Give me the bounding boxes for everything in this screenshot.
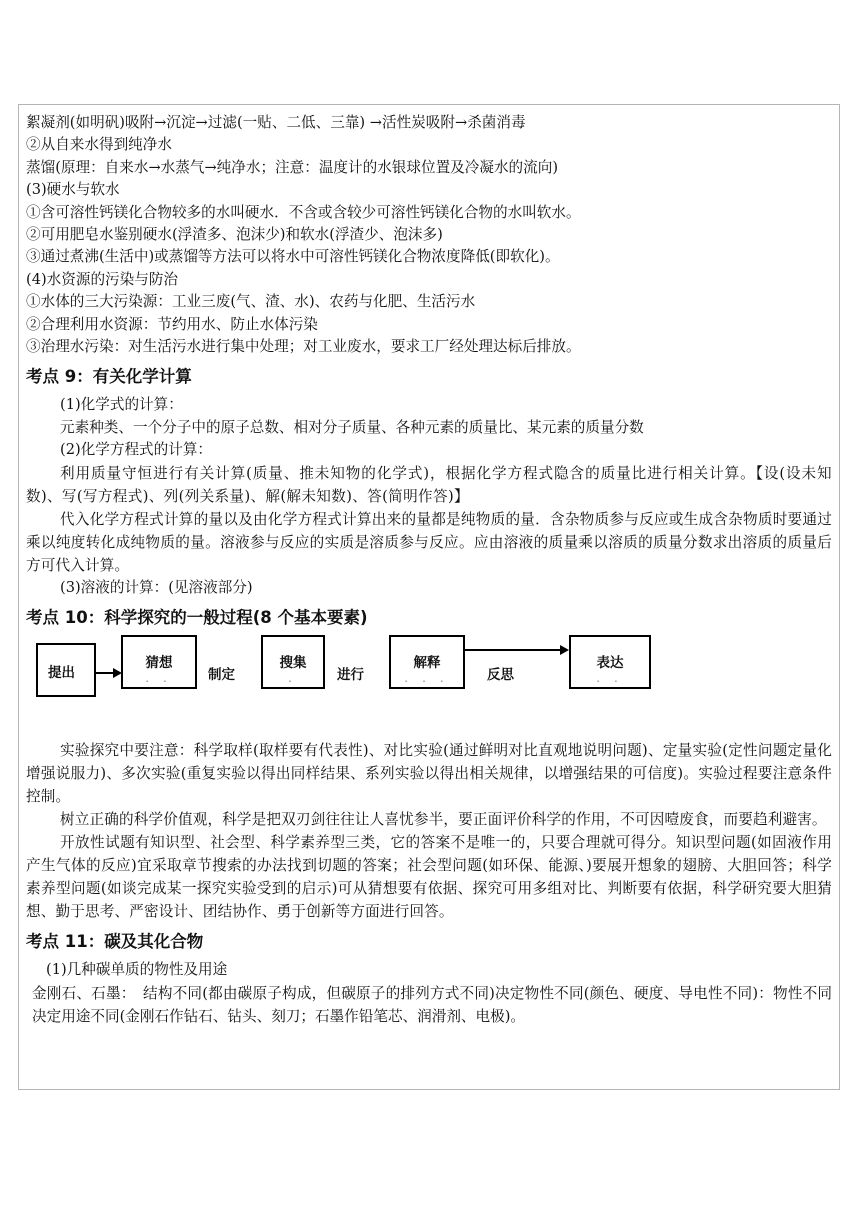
calc-item-1-detail: 元素种类、一个分子中的原子总数、相对分子质量、各种元素的质量比、某元素的质量分数 [60,418,644,436]
flow-arrow-2 [465,649,567,651]
flow-box-5-label: 表达 [596,655,624,672]
document-body [26,112,832,1028]
section-10-title: 考点 10：科学探究的一般过程(8 个基本要素) [26,608,368,628]
pollution-1: ①水体的三大污染源：工业三废(气、渣、水)、农药与化肥、生活污水 [26,293,476,311]
flow-box-3-label: 搜集 [279,655,307,672]
flow-box-4 [389,635,465,689]
inquiry-paragraph-1: 实验探究中要注意：科学取样(取样要有代表性)、对比实验(通过鲜明对比直观地说明问题)、定量实验(定性问题定量化增强说服力)、多次实验(重复实验以得出同样结果、系列实验以得出相关规律，以增强结果的可信度)。实验过程要注意条件控制。 [26,742,832,806]
flow-box-2-label: 猜想 [145,655,173,672]
flow-step-conduct: 进行 [337,667,364,684]
flow-box-1 [36,643,96,697]
carbon-item-1: (1)几种碳单质的物性及用途 [46,961,228,979]
flow-box-4-dots: . . . [404,675,450,685]
carbon-paragraph: 金刚石、石墨： 结构不同(都由碳原子构成，但碳原子的排列方式不同)决定物性不同(颜色、硬度、导电性不同)：物性不同决定用途不同(金刚石作钻石、钻头、刻刀；石墨作铅笔芯、润滑剂、电极)。 [32,984,832,1025]
flow-box-3-dots: . [288,675,298,685]
flow-box-5-dots: . . [596,675,624,685]
flow-box-5 [569,635,651,689]
flow-step-plan: 制定 [208,667,235,684]
inquiry-flowchart [26,635,832,733]
pollution-2: ②合理利用水资源：节约用水、防止水体污染 [26,315,318,333]
flow-arrow-1 [96,672,120,674]
pollution-3: ③治理水污染：对生活污水进行集中处理；对工业废水，要求工厂经处理达标后排放。 [26,338,581,356]
section-11-title: 考点 11：碳及其化合物 [26,932,204,952]
calc-paragraph-2: 代入化学方程式计算的量以及由化学方程式计算出来的量都是纯物质的量．含杂物质参与反应或生成含杂物质时要通过乘以纯度转化成纯物质的量。溶液参与反应的实质是溶质参与反应。应由溶液的质量乘以溶质的质量分数求出溶质的质量后方可代入计算。 [26,510,832,574]
inquiry-paragraph-2: 树立正确的科学价值观，科学是把双刃剑往往让人喜忧参半，要正面评价科学的作用，不可因噎废食，而要趋利避害。 [60,811,827,829]
water-heading-3: (3)硬水与软水 [26,181,120,199]
flow-box-4-label: 解释 [413,655,441,672]
flow-box-3 [261,635,325,689]
water-heading-4: (4)水资源的污染与防治 [26,270,179,288]
flow-box-2-dots: . . [145,675,173,685]
flow-box-1-label: 提出 [48,665,75,682]
hard-water-2: ②可用肥皂水鉴别硬水(浮渣多、泡沫少)和软水(浮渣少、泡沫多) [26,226,443,244]
water-distill: 蒸馏(原理：自来水→水蒸气→纯净水；注意：温度计的水银球位置及冷凝水的流向) [26,158,559,176]
calc-paragraph-1: 利用质量守恒进行有关计算(质量、推未知物的化学式)，根据化学方程式隐含的质量比进行相关计算。【设(设未知数)、写(写方程式)、列(列关系量)、解(解未知数)、答(简明作答)】 [26,464,832,505]
flow-box-2 [121,635,197,689]
calc-item-1: (1)化学式的计算： [60,396,183,414]
hard-water-1: ①含可溶性钙镁化合物较多的水叫硬水．不含或含较少可溶性钙镁化合物的水叫软水。 [26,203,581,221]
inquiry-paragraph-3: 开放性试题有知识型、社会型、科学素养型三类，它的答案不是唯一的，只要合理就可得分。知识型问题(如固液作用产生气体的反应)宜采取章节搜索的办法找到切题的答案；社会型问题(如环保、能源、)要展开想象的翅膀、大胆回答；科学素养型问题(如谈完成某一探究实验受到的启示)可从猜想要有依据、探究可用多组对比、判断要有依据，科学研究要大胆猜想、勤于思考、严密设计、团结协作、勇于创新等方面进行回答。 [26,834,832,921]
section-9-title: 考点 9：有关化学计算 [26,367,192,387]
flow-step-reflect: 反思 [487,667,514,684]
water-purify-line: 絮凝剂(如明矾)吸附→沉淀→过滤(一贴、二低、三靠) →活性炭吸附→杀菌消毒 [26,114,526,131]
calc-item-2: (2)化学方程式的计算： [60,441,213,459]
calc-item-3: (3)溶液的计算：(见溶液部分) [60,578,253,596]
hard-water-3: ③通过煮沸(生活中)或蒸馏等方法可以将水中可溶性钙镁化合物浓度降低(即软化)。 [26,248,560,266]
water-item-2: ②从自来水得到纯净水 [26,136,172,154]
